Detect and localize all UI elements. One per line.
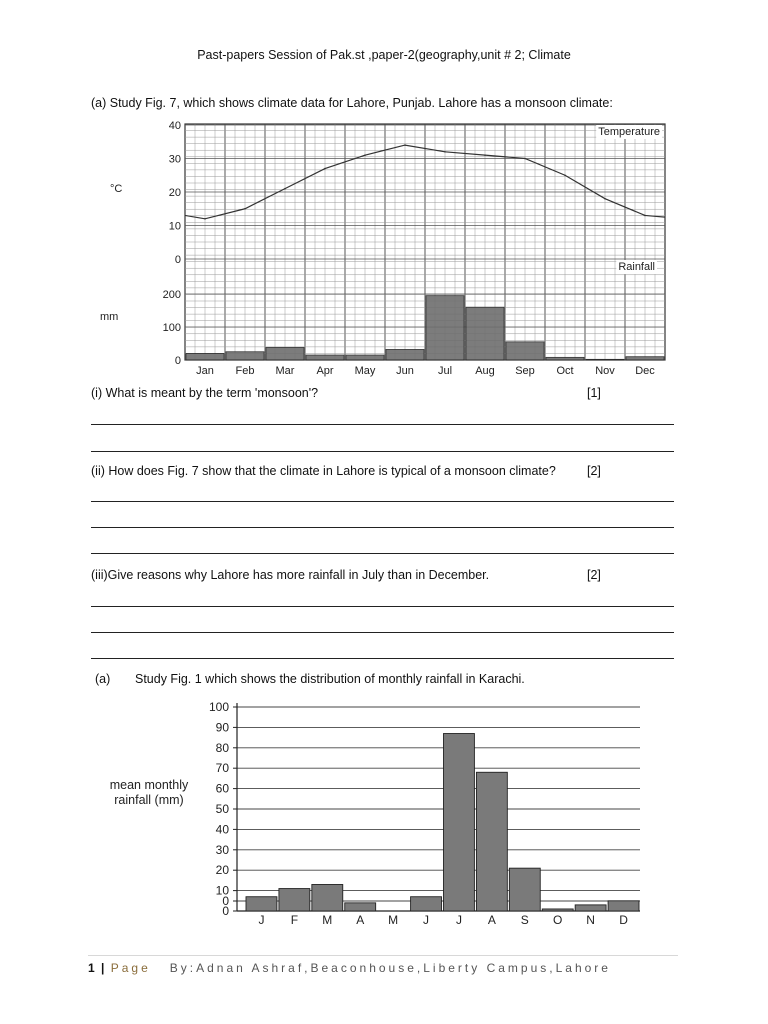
question-i: (i) What is meant by the term 'monsoon'? — [91, 386, 319, 400]
month-tick-label: J — [423, 913, 430, 927]
rainfall-bar — [542, 909, 573, 911]
temperature-tick-label: 0 — [174, 254, 181, 266]
temperature-tick-label: 10 — [168, 220, 181, 233]
temperature-point — [644, 215, 646, 217]
y-tick-label: 40 — [215, 822, 229, 837]
rainfall-bar — [345, 903, 376, 911]
footer-credit: By:Adnan Ashraf,Beaconhouse,Liberty Campus,Lahore — [169, 961, 611, 975]
karachi-chart-grid — [233, 703, 640, 911]
answer-line[interactable] — [91, 606, 674, 607]
question-iii: (iii)Give reasons why Lahore has more rainfall in July than in December. — [91, 568, 490, 582]
month-tick-label: O — [553, 913, 563, 927]
rainfall-bar — [466, 307, 504, 360]
page-footer — [88, 961, 611, 975]
footer-divider — [88, 955, 678, 956]
month-tick-label: May — [354, 365, 376, 377]
month-tick-label: Apr — [316, 365, 334, 377]
rainfall-bar — [476, 772, 507, 911]
y-tick-label: 0 — [222, 894, 229, 908]
month-tick-label: F — [290, 913, 299, 927]
month-tick-label: Dec — [635, 365, 655, 377]
temperature-point — [444, 151, 446, 153]
temperature-unit-label: °C — [110, 183, 123, 195]
month-tick-label: A — [487, 913, 496, 927]
month-tick-label: Jan — [196, 365, 214, 377]
temperature-point — [564, 174, 566, 176]
rainfall-bar — [312, 884, 343, 911]
temperature-tick-label: 40 — [168, 120, 181, 132]
y-tick-label: 90 — [215, 720, 229, 735]
answer-line[interactable] — [91, 451, 674, 452]
page-number: 1 — [88, 961, 95, 975]
footer-separator: | — [101, 961, 105, 975]
answer-line[interactable] — [91, 501, 674, 502]
month-tick-label: Jul — [437, 365, 453, 377]
rainfall-tick-label: 0 — [174, 355, 181, 367]
karachi-rainfall-chart — [88, 695, 648, 935]
month-tick-label: Nov — [595, 365, 615, 377]
lahore-chart-grid — [185, 124, 665, 360]
question-a-intro: (a) Study Fig. 7, which shows climate data for Lahore, Punjab. Lahore has a monsoon climate: — [91, 96, 613, 110]
month-tick-label: J — [258, 913, 265, 927]
page-title: Past-papers Session of Pak.st ,paper-2(geography,unit # 2; Climate — [197, 48, 571, 62]
rainfall-legend-label: Rainfall — [618, 261, 655, 273]
question-i-marks: [1] — [587, 386, 601, 400]
question-b-label: (a) — [95, 672, 111, 686]
month-tick-label: Mar — [275, 365, 295, 377]
rainfall-bar — [626, 357, 664, 360]
question-b-intro: Study Fig. 1 which shows the distribution of monthly rainfall in Karachi. — [135, 672, 525, 686]
karachi-rainfall-bars — [246, 734, 639, 911]
month-tick-label: Feb — [235, 365, 255, 377]
rainfall-bar — [509, 868, 540, 911]
rainfall-bar — [546, 357, 584, 360]
month-tick-label: Jun — [396, 365, 414, 377]
rainfall-bar — [608, 901, 639, 911]
question-iii-marks: [2] — [587, 568, 601, 582]
lahore-climate-chart — [88, 112, 678, 380]
rainfall-bar — [386, 349, 424, 360]
temperature-point — [324, 168, 326, 170]
rainfall-bar — [306, 355, 344, 360]
temperature-point — [524, 158, 526, 160]
y-axis-label: mean monthly — [109, 778, 189, 792]
rainfall-bar — [586, 359, 624, 360]
y-tick-label: 80 — [215, 740, 229, 755]
y-tick-label: 100 — [208, 700, 229, 714]
temperature-point — [284, 188, 286, 190]
y-axis-label: rainfall (mm) — [114, 793, 184, 807]
y-tick-label: 50 — [215, 802, 229, 816]
temperature-point — [204, 218, 206, 220]
rainfall-bar — [506, 342, 544, 360]
y-tick-label: 10 — [215, 883, 229, 898]
rainfall-bar — [346, 355, 384, 360]
rainfall-bar — [226, 352, 264, 360]
karachi-chart-labels — [110, 700, 628, 927]
answer-line[interactable] — [91, 424, 674, 425]
month-tick-label: D — [619, 913, 628, 927]
temperature-point — [484, 154, 486, 156]
answer-line[interactable] — [91, 658, 674, 659]
month-tick-label: Sep — [515, 365, 535, 377]
temperature-point — [404, 144, 406, 146]
month-tick-label: M — [388, 913, 399, 927]
month-tick-label: S — [520, 913, 529, 927]
temperature-legend-label: Temperature — [598, 126, 660, 138]
y-tick-label: 0 — [222, 904, 229, 918]
y-tick-label: 20 — [215, 863, 229, 878]
y-tick-label: 30 — [215, 842, 229, 857]
rainfall-bar — [426, 296, 464, 360]
answer-line[interactable] — [91, 553, 674, 554]
month-tick-label: N — [586, 913, 595, 927]
rainfall-tick-label: 100 — [162, 322, 181, 334]
rainfall-unit-label: mm — [100, 311, 119, 323]
temperature-tick-label: 30 — [168, 153, 181, 166]
temperature-point — [604, 198, 606, 200]
month-tick-label: Aug — [475, 365, 495, 377]
y-tick-label: 60 — [215, 781, 229, 796]
temperature-point — [364, 154, 366, 156]
rainfall-tick-label: 200 — [162, 289, 181, 301]
question-ii: (ii) How does Fig. 7 show that the climate in Lahore is typical of a monsoon climate? — [91, 464, 556, 478]
temperature-point — [244, 208, 246, 210]
month-tick-label: M — [322, 913, 333, 927]
y-tick-label: 70 — [215, 761, 229, 776]
month-tick-label: A — [356, 913, 365, 927]
rainfall-bar — [246, 897, 277, 911]
rainfall-bar — [186, 353, 224, 360]
rainfall-bar — [411, 897, 442, 911]
answer-line[interactable] — [91, 632, 674, 633]
temperature-tick-label: 20 — [168, 187, 181, 199]
question-ii-marks: [2] — [587, 464, 601, 478]
month-tick-label: Oct — [556, 365, 574, 377]
rainfall-bar — [575, 905, 606, 911]
answer-line[interactable] — [91, 527, 674, 528]
rainfall-bar — [444, 734, 475, 911]
month-tick-label: J — [455, 913, 462, 927]
rainfall-bar — [279, 889, 310, 911]
rainfall-bar — [266, 347, 304, 360]
page-label: Page — [110, 961, 151, 975]
